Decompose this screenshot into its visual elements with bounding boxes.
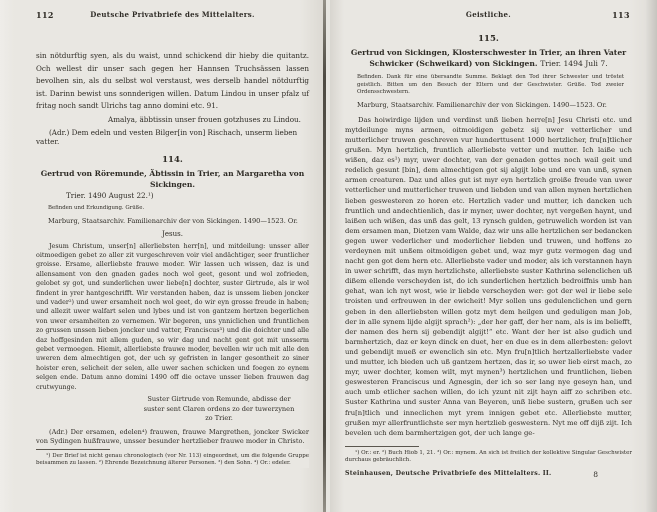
left-running-head-title: Deutsche Privatbriefe des Mittelalters. (90, 10, 255, 19)
footnote-separator-rule (345, 446, 419, 447)
signature-line: zo Trier. (205, 414, 233, 423)
letter-114-salutation: Jesus. (162, 229, 183, 238)
right-footnote-area (345, 446, 632, 479)
letter-115-title (345, 47, 632, 69)
letter-115-number: 115. (478, 34, 499, 44)
letter-115-title-line2: Schwicker (Schweikard) von Sickingen. (369, 59, 538, 68)
left-running-header (36, 10, 309, 21)
letter-114-number: 114. (162, 154, 183, 165)
series-colophon: Steinhausen, Deutsche Privatbriefe des Mittelalters. II. (345, 469, 552, 477)
letter-114-body: Jesum Christum, unser[n] allerliebsten herr[n], und mitdeilung: unsser aller oitmoedigen gebet zo aller zit vurgeschreven voir viel andächtiger, seer fruntlicher groisse. Ersame, allerliebste frauwe moder. Wir lassen uch wissen, daz is und allensament von den gnaden gades noch wol geet, gesont und wol zofrieden, gelobet sy got, und sunderlichen uwer liebe[n] dochter, suster Girtrude, als ir wol findent in yrer hantgeschrifft. Wir verstanden haben, daz is unssem lieben joncker und vader²) und uwer ersamheit noch wol geet, do wir eyn grosse freude in haben; und allezit uwer walfart selen und lybes und ist von gantzem hertzen begerlichen von uwer ersamheiten zo vernemen. Wir begeren, uns ynniclichen und fruntlichen zo grussen unssen lieben joncker und vatter, Franciscus³) und die doichter und alle daz hoffgesinden mit allem guden, so wir dag und nacht gent got mit unsserm gebet vermoegen. Hiemit, allerliebste frauwe moder, bevellen wir uch mit alle den uweren dem almechtigen got, der uch sy gefristen in langer gesontheit zo siner hoister eren, selicheit der selen, alle uwer sachen schicken und foegen zo eynem selgen ende. Datum anno domini 1490 off die octave unsser lieben frauwen dag crutwyunge. (36, 241, 309, 391)
left-footnote-area (36, 449, 309, 468)
right-running-head-title: Geistliche. (465, 10, 512, 19)
letter-114-signature-block (136, 395, 302, 424)
page-edge-band (646, 0, 657, 512)
signature-line: suster sent Claren ordens zo der tuwerzynen (143, 404, 295, 413)
left-page (0, 0, 323, 512)
letter-113-closing-paragraph: sin nötdurftig syen, als du waist, unnd schickend dir hieby die quitantz. Och wellest dir unser sach gegen her Hannsen Truchsässen lassen bevolhen sin, als du selbst wol verstaust, wes derselb handel nötdurftig ist. Darinn bewist uns sonnderigen willen. Datum Lindou in unser pfalz uf fritag noch sandt Ulrichs tag anno domini etc. 91. (36, 51, 309, 111)
letter-113-signature: Amalya, äbbtissin unser frouen gotzhuses zu Lindou. (108, 114, 301, 124)
right-page (330, 0, 657, 512)
letter-115-dateline: Trier. 1494 Juli 7. (540, 59, 608, 68)
left-page-number: 112 (36, 10, 54, 20)
sheet-signature: 8 (593, 469, 598, 479)
right-running-header (345, 10, 632, 21)
letter-115-source: Marburg, Staatsarchiv. Familienarchiv der von Sickingen. 1490—1523. Or. (357, 100, 607, 109)
letter-114-summary: Befinden und Erkundigung. Grüße. (48, 204, 145, 211)
left-page-content (36, 10, 309, 447)
letter-115-title-line1: Gertrud von Sickingen, Klosterschwester in Trier, an ihren Vater (350, 48, 627, 57)
letter-115-body: Das hoiwirdige lijden und verdinst unß lieben herre[n] Jesu Christi etc. und mytdeilunge myns armen, oitmoidigen gebetz sij uwer vetterlicher und mutterlicher truwen geschreven vur hunderttusent 1000 hertzlicher, fru[n]tlicher grußen. Myn hertzlich, fruntlich allerliebste vetter und mutter. Ich laiße uch wißen, daz es¹) myr, uwer dochter, van der genaden gottes noch wail geit und redelich gesunt [bin], dem almechtigen got sij algijt lobe und ere van unß, synen armen creaturen. Daz und alles gut ist myr eyn hertzlich groiße freude van uwer vetterlicher und mutterlicher truwen und liebden und van allen mynen hertzlichen lieben geswesteren zo horen etc. Hertzlich vader und mutter, ich dancken uch fruntlich und andechtienlich, das ir myner, uwer dochter, nyt vergeßen haynt, und laißen uch wißen, das unß das gelt, 13 rynsch gulden, getruwelich worden ist van dem ersamen man, Dietzen vam Walde, daz wir uns alle hertzlichen ser bedancken gegen uwer vederlicher und moderlicher liebden und truwen, und hoffens zo verdeynen mit unßem oitmoidigen gebet und, waz myr gutz vermogen dag und nacht gen got dem hern etc. Allerliebste vader und moder, als ich verstannen hayn in uwer schrifft, das myn hertzlichste, allerliebste suster Kathrina selenclichen uß dißem ellende verscheyden ist, do ich sunderlichen hertzlich bedroiffnis umb han gehat, wan ich nyt wost, wie ir liebde verscheyden wer: got der wel ir liebe sele troisten und erfreuwen in der ewicheit! Myr sollen uns gedulenclichen und gern geben in den allerliebsten willen gotz myt dem heilgen und geduligen man Job, der in alle synem lijde algijt sprach²): „der her gaff, der her nam, als is im beliefft, der namen des hern sij gebendijt algijt!“ etc. Want der her ist also gudich und barmhertzich, daz er keyn dinck en duet, her en due es in dem allerbesten: gelovt und gebendijt mueß er ewenclich sin etc. Myn fru[n]tlich hertzallerliebste vader und mutter, ich bieden uch uß gantzem hertzen, das ir, so uwer lieb eirst mach, zo myr, uwer dochter, komen wilt, myt mynen³) hertzlichen und fruntlichen, lieben geswesteren Franciscus und Agnesgin, der ich so ser lang nye geseyn han, und auch umb etlicher sachen willen, do ich yzunt nit zijt hayn aiff zo schriben etc. Suster Kathrina und suster Anna van Beyeren, unß liebe sustern, grußen uch ser fru[n]tlich und inneclichen myt yrem innigen gebet etc. Allerliebste mutter, grußen myr allerfruntlichste ser myn hertzlieb geswestern. Nyt me off dijß zijt. Ich bevelen uch dem barmhertzigen got, der uch lange ge- (345, 115, 632, 437)
letter-115-summary: Befinden. Dank für eine übersandte Summe. Beklagt den Tod ihrer Schwester und tröstet geistlich. Bitten um den Besuch der Eltern und der Geschwister. Grüße. Tod zweier Ordensschwestern. (357, 74, 624, 96)
letter-114-source: Marburg, Staatsarchiv. Familienarchiv der von Sickingen. 1490—1523. Or. (48, 216, 298, 225)
letter-113-address: (Adr.) Dem edeln und vesten Bilger[in von] Rischach, unserm lieben vatter. (36, 127, 298, 146)
signature-line: Suster Girtrude von Remunde, abdisse der (147, 395, 291, 404)
letter-114-address: (Adr.) Der ersamen, edelen⁴) frauwen, frauwe Margrethen, joncker Swicker von Sydingen hußfrauwe, unsser besunder hertzlieber frauwe moder in Christo. (36, 427, 309, 446)
binding-gutter-shadow (323, 0, 326, 512)
right-page-number: 113 (612, 10, 630, 20)
left-footnotes: ¹) Der Brief ist nicht genau chronologisch (vor Nr. 113) eingeordnet, um die folgende Gruppe beisammen zu lassen. ²) Ehrende Bezeichnung älterer Personen. ³) den Sohn. ⁴) Or.: edeler. (36, 453, 309, 467)
colophon-row (345, 470, 632, 479)
right-footnotes: ¹) Or.: er. ²) Buch Hiob 1, 21. ³) Or.: mynem. An sich ist freilich der kollektive Singular Geschwister durchaus gebräuchlich. (345, 450, 632, 464)
right-page-content (345, 10, 632, 438)
footnote-separator-rule (36, 449, 110, 450)
letter-114-title: Gertrud von Röremunde, Äbtissin in Trier, an Margaretha von Sickingen. (40, 168, 305, 189)
letter-114-dateline: Trier. 1490 August 22.¹) (66, 190, 154, 200)
